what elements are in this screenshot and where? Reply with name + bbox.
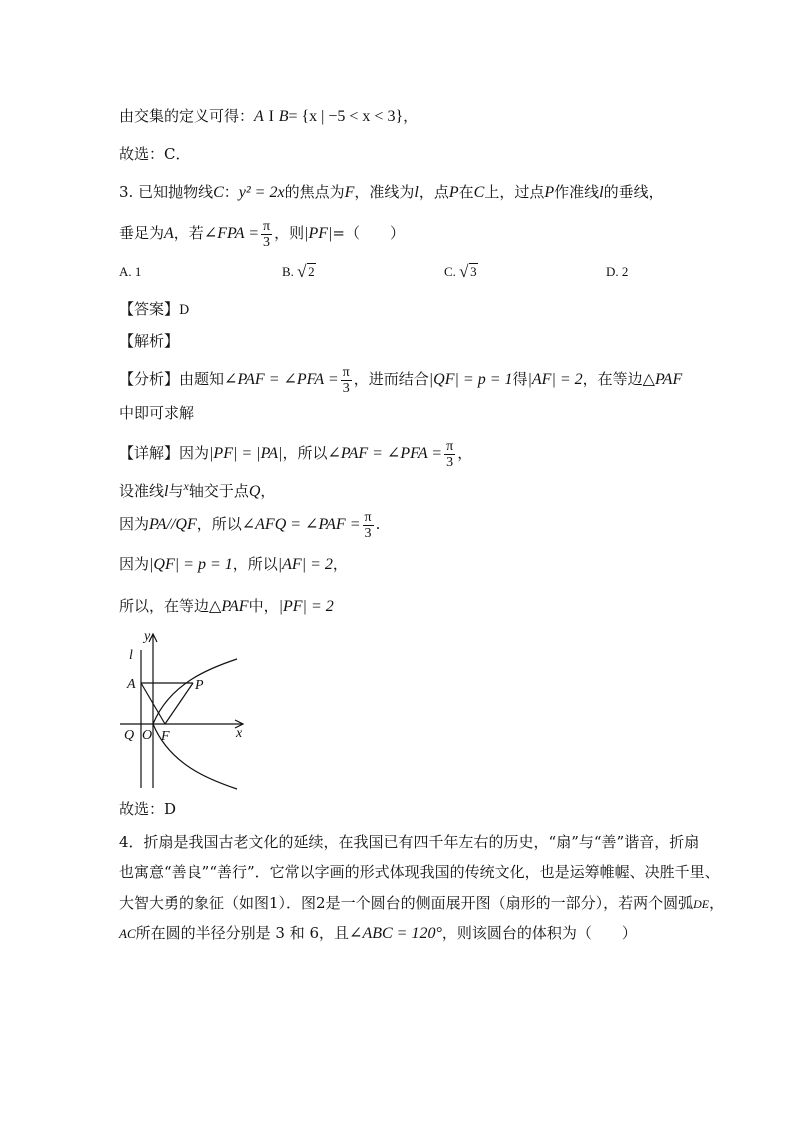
math: l	[414, 184, 419, 201]
math: C	[473, 184, 485, 201]
math: |QF| = p = 1	[428, 371, 513, 388]
math: △PAF	[209, 598, 249, 615]
option-c	[444, 264, 478, 280]
math: x	[183, 479, 189, 493]
denominator: 3	[263, 234, 271, 250]
math: |AF| = 2	[277, 556, 333, 573]
text: 在	[458, 183, 474, 201]
label-l: l	[129, 648, 133, 663]
math: ∠AFQ = ∠PAF =	[241, 516, 361, 533]
math: ∠FPA =	[203, 225, 259, 242]
text: 中，	[248, 597, 279, 615]
text: 所在圆的半径分别是 3 和 6，且	[135, 924, 350, 942]
text: 由交集的定义可得：	[119, 107, 255, 125]
text: ，点	[418, 183, 449, 201]
option-b	[282, 264, 316, 280]
math: F	[344, 184, 355, 201]
math: △PAF	[642, 371, 683, 388]
math: l	[599, 184, 604, 201]
fraction	[444, 439, 455, 470]
text: =（ ）	[332, 224, 405, 242]
choice-line-2: 故选：D	[119, 800, 177, 818]
text: 垂足为	[119, 224, 165, 242]
answer-line	[119, 299, 189, 321]
math: |PF| = |PA|	[209, 445, 283, 462]
numerator: π	[364, 509, 372, 525]
text: ，	[457, 444, 473, 462]
question-4-line3	[119, 893, 724, 914]
math: B	[278, 108, 289, 125]
fenxi-line2: 中即可求解	[119, 404, 195, 422]
question-4-line4	[119, 923, 637, 944]
denominator: 3	[446, 454, 454, 470]
text: 3. 已知抛物线	[119, 183, 214, 201]
math: C	[213, 184, 224, 201]
question-3-line1	[119, 182, 664, 203]
math: |AF| = 2	[527, 371, 583, 388]
step-4	[119, 554, 348, 575]
answer-tag: 【答案】	[119, 300, 180, 318]
math: P	[544, 184, 555, 201]
text: 由题知	[179, 370, 225, 388]
step-5	[119, 596, 334, 617]
xiangjie-tag: 【详解】	[119, 444, 180, 462]
label-q: Q	[124, 728, 135, 743]
label-f: F	[161, 729, 170, 744]
xiangjie-line	[119, 436, 472, 471]
text: ，所以	[196, 515, 242, 533]
text: 的焦点为	[284, 183, 345, 201]
sqrt	[297, 264, 316, 280]
text: 上，过点	[484, 183, 545, 201]
math: |PF|	[304, 225, 333, 242]
text: 因为	[119, 515, 150, 533]
math: |PF| = 2	[278, 598, 334, 615]
math: Q	[248, 483, 261, 500]
text: ，	[403, 107, 419, 125]
math: AC	[119, 926, 136, 941]
answer-value: D	[179, 303, 190, 318]
step-3	[119, 507, 380, 542]
label-y: y	[144, 629, 151, 644]
math: ∠ABC = 120°	[349, 925, 442, 942]
math: ∠PAF = ∠PFA =	[224, 371, 339, 388]
text: ，若	[173, 224, 204, 242]
label-x: x	[236, 726, 243, 741]
math: |QF| = p = 1	[149, 556, 233, 573]
math: PA//QF	[149, 516, 197, 533]
text: .	[375, 515, 381, 533]
text: 大智大勇的象征（如图1）．图2是一个圆台的侧面展开图（扇形的一部分），若两个圆弧	[119, 894, 694, 912]
math: P	[448, 184, 459, 201]
text: ，	[709, 894, 725, 912]
math: DE	[693, 897, 710, 911]
choice-line: 故选：C．	[119, 145, 191, 163]
fenxi-tag: 【分析】	[119, 370, 180, 388]
text: 的垂线，	[603, 183, 664, 201]
text: ，准线为	[354, 183, 415, 201]
text: ，进而结合	[353, 370, 429, 388]
option-label: B.	[282, 264, 294, 279]
text: 因为	[179, 444, 210, 462]
fraction	[363, 510, 374, 541]
math: ∠PAF = ∠PFA =	[327, 445, 443, 462]
text: ，所以	[232, 555, 278, 573]
denominator: 3	[342, 380, 350, 396]
fraction	[341, 365, 352, 396]
sqrt	[459, 264, 478, 280]
parabola-figure	[115, 628, 255, 793]
numerator: π	[342, 364, 350, 380]
math: = {x | −5 < x < 3}	[288, 108, 404, 125]
option-d: D. 2	[606, 264, 629, 279]
text: 因为	[119, 555, 150, 573]
fenxi-line	[119, 362, 682, 397]
step-2	[119, 476, 275, 502]
analysis-tag: 【解析】	[119, 332, 180, 350]
intersection-line	[119, 106, 418, 127]
text: 所以，在等边	[119, 597, 210, 615]
math: l	[164, 483, 169, 500]
question-4-line2: 也寓意“善良”“善行”．它常以字画的形式体现我国的传统文化，也是运筹帷幄、决胜千里、	[119, 863, 720, 881]
radicand: 2	[308, 264, 315, 279]
math: A	[164, 225, 174, 242]
text: ，所以	[282, 444, 328, 462]
option-label: C.	[444, 264, 456, 279]
text: ，	[260, 482, 276, 500]
text: ：	[223, 183, 239, 201]
text: ，	[332, 555, 348, 573]
label-o: O	[142, 728, 153, 743]
text: 得	[512, 370, 528, 388]
math: y² = 2x	[238, 184, 285, 201]
radicand: 3	[470, 264, 477, 279]
text: 设准线	[119, 482, 165, 500]
text: 轴交于点	[188, 482, 249, 500]
label-a: A	[127, 677, 136, 692]
denominator: 3	[364, 525, 372, 541]
text: 作准线	[554, 183, 600, 201]
question-3-line2	[119, 216, 405, 251]
label-p: P	[195, 678, 204, 693]
option-a: A. 1	[119, 264, 142, 279]
text: 与	[168, 482, 184, 500]
math: A	[254, 108, 264, 125]
question-4-line1: 4．折扇是我国古老文化的延续，在我国已有四千年左右的历史，“扇”与“善”谐音，折扇	[119, 833, 700, 851]
text: ，在等边	[582, 370, 643, 388]
text: ，则该圆台的体积为（ ）	[441, 924, 637, 942]
text: ，则	[274, 224, 305, 242]
fraction	[261, 219, 272, 250]
math: I	[268, 108, 274, 125]
numerator: π	[446, 438, 454, 454]
numerator: π	[262, 218, 271, 234]
